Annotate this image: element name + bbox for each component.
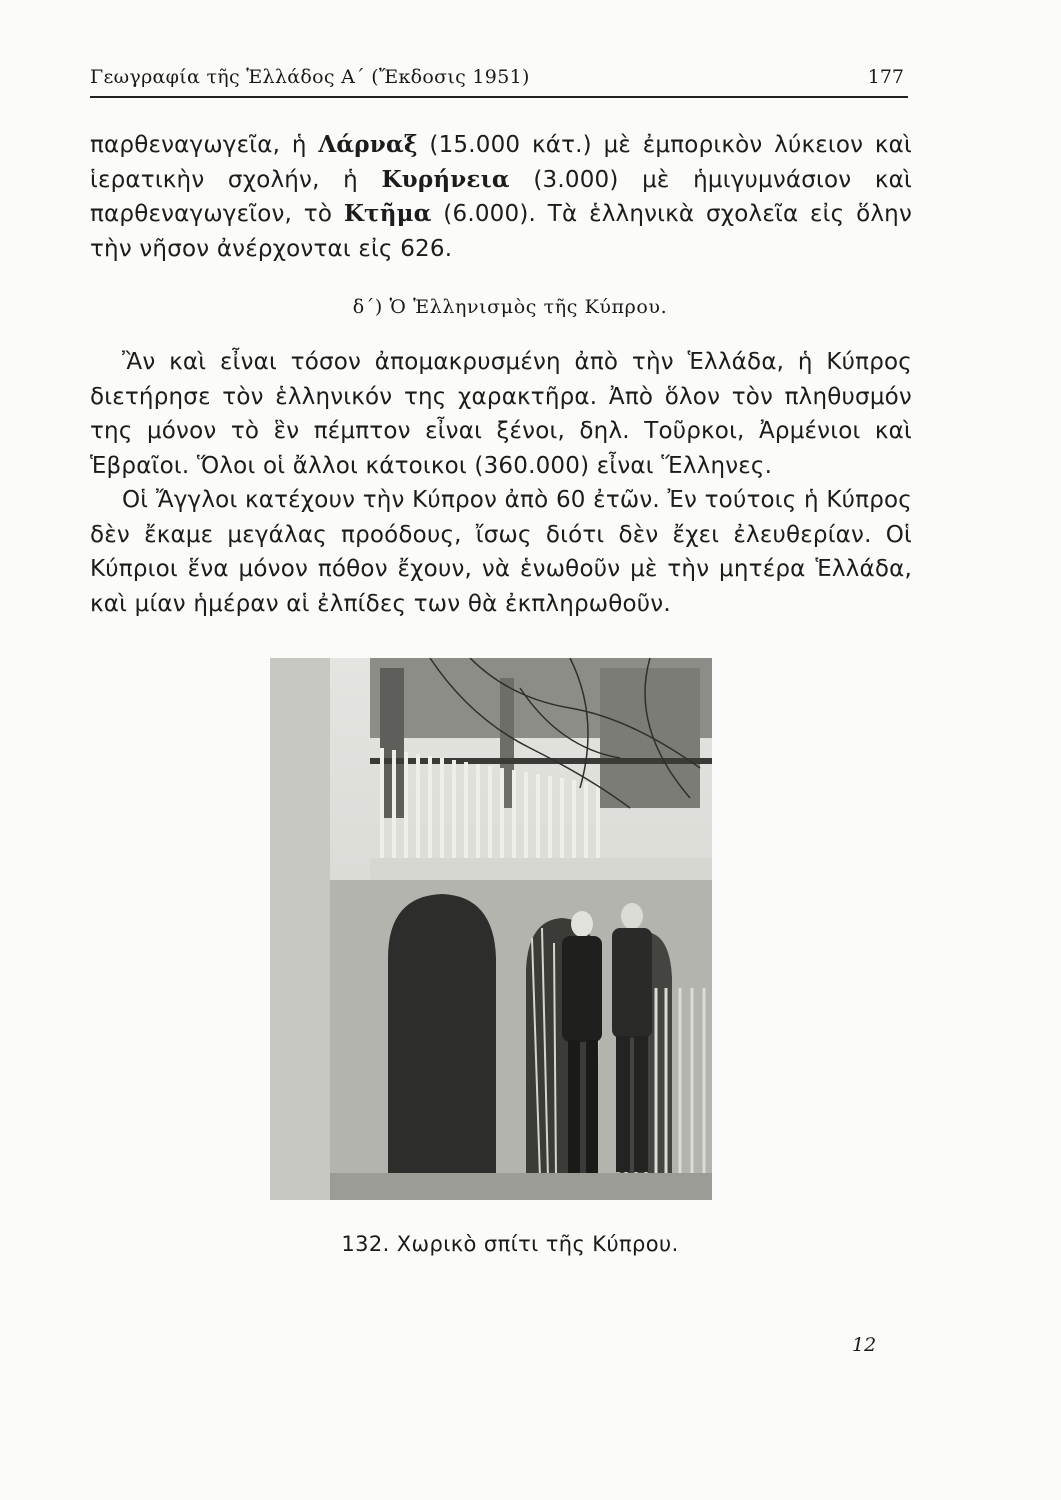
section-heading: δ΄) Ὁ Ἑλληνισμὸς τῆς Κύπρου. [352,296,668,318]
page-number: 177 [867,66,904,88]
running-title: Γεωγραφία τῆς Ἑλλάδος Α΄ (Ἔκδοσις 1951) [90,66,530,88]
paragraph-text: (6.000). Τὰ ἑλληνικὰ σχολεῖα εἰς ὅλην τὴν νῆσον ἀνέρχονται εἰς 626. [90,201,913,262]
paragraph-british-rule: Οἱ Ἄγγλοι κατέχουν τὴν Κύπρον ἀπὸ 60 ἐτῶν. Ἐν τούτοις ἡ Κύπρος δὲν ἔκαμε μεγάλας προόδους, ἴσως διότι δὲν ἔχει ἐλευθερίαν. Οἱ Κύπριοι ἕνα μόνον πόθον ἔχουν, νὰ ἑνωθοῦν μὲ τὴν μητέρα Ἑλλάδα, καὶ μίαν ἡμέραν αἱ ἐλπίδες των θὰ ἐκπληρωθοῦν. [90,487,912,617]
paragraph-text: (15.000 κάτ.) μὲ ἐμπορικὸν λύκειον καὶ ἱερατικὴν σχολήν, ἡ [90,132,912,193]
paragraph-schools [90,128,912,266]
town-name-ktima: Κτῆμα [343,200,432,227]
paragraph-hellenism: Ἂν καὶ εἶναι τόσον ἀπομακρυσμένη ἀπὸ τὴν Ἑλλάδα, ἡ Κύπρος διετήρησε τὸν ἑλληνικόν της χαρακτῆρα. Ἀπὸ ὅλον τὸν πληθυσμόν της μόνον τὸ ἓν πέμπτον εἶναι ξένοι, δηλ. Τοῦρκοι, Ἀρμένιοι καὶ Ἑβραῖοι. Ὅλοι οἱ ἄλλοι κάτοικοι (360.000) εἶναι Ἕλληνες. [90,349,912,479]
town-name-larnax: Λάρναξ [318,131,418,158]
paragraph-text: παρθεναγωγεῖα, ἡ [90,132,319,158]
figure-caption: 132. Χωρικὸ σπίτι τῆς Κύπρου. [341,1232,679,1256]
village-house-photo [270,658,712,1200]
running-header [90,62,908,98]
town-name-kyreneia: Κυρήνεια [381,165,510,193]
figure-photo [270,658,712,1200]
section-body [90,345,912,621]
paragraph-text: (3.000) μὲ ἡμιγυμνάσιον καὶ παρθεναγωγεῖον, τὸ [90,166,912,227]
signature-mark: 12 [852,1334,877,1356]
